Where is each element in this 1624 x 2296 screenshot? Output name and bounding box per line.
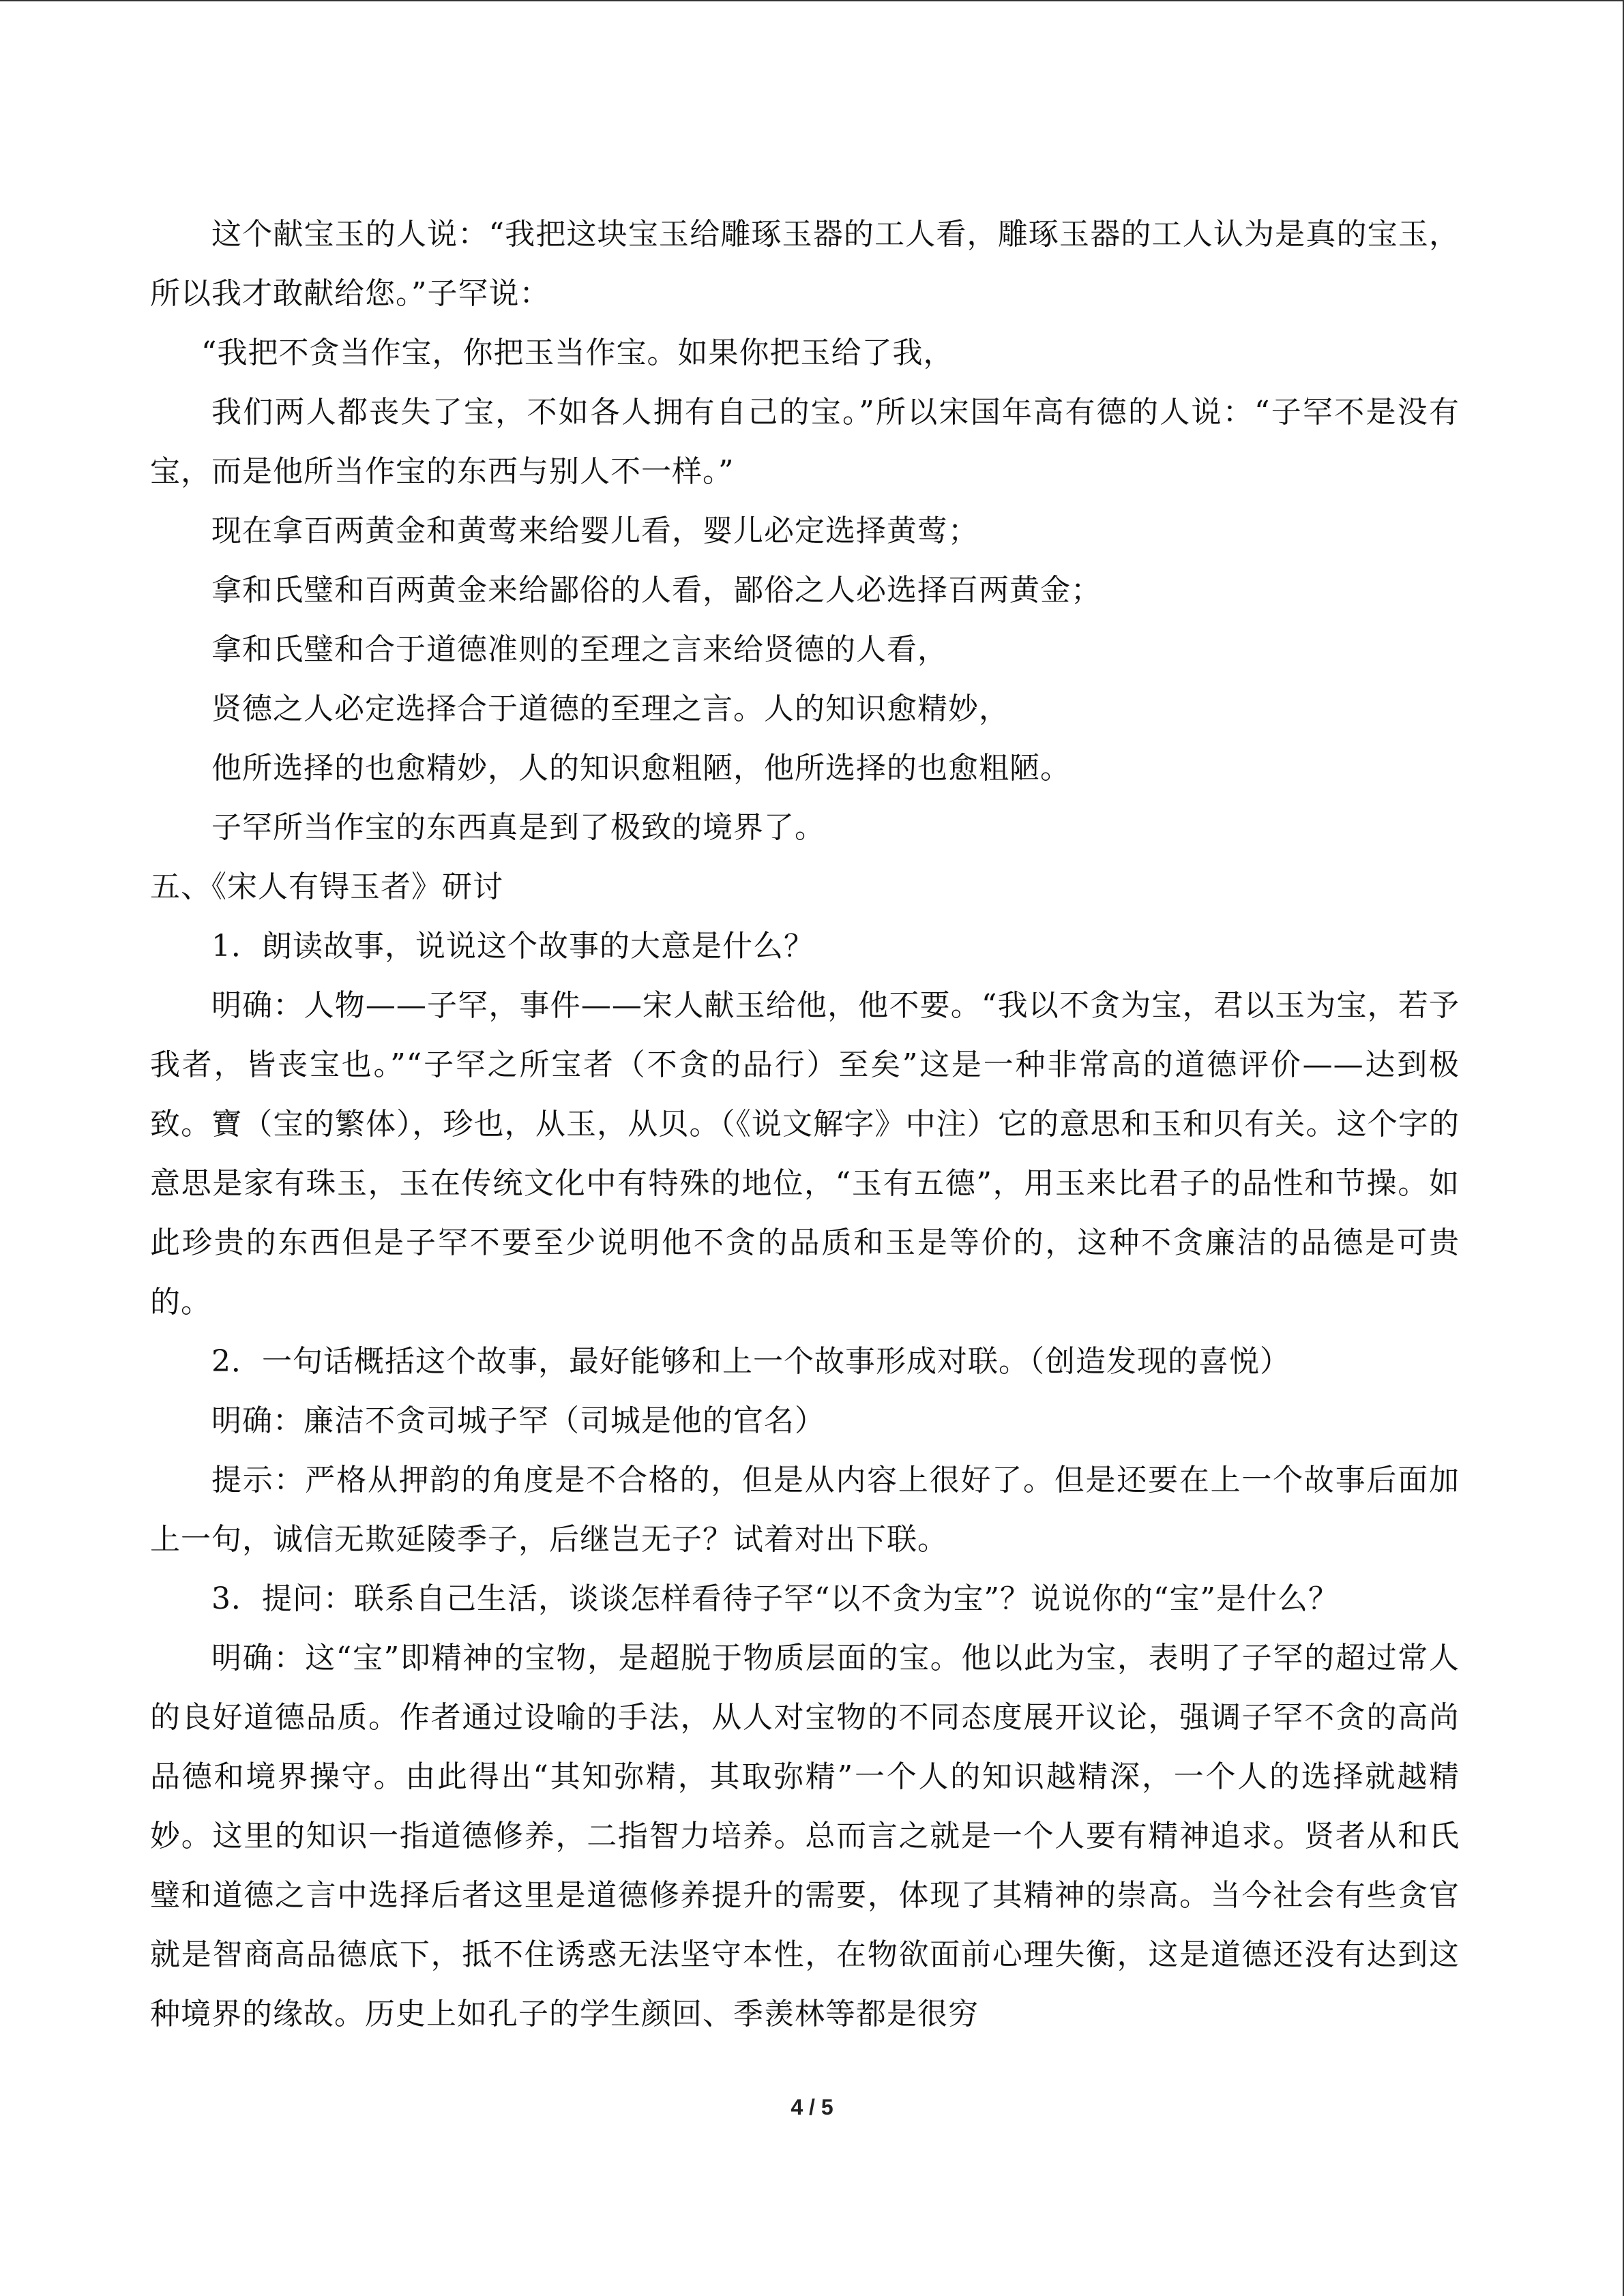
answer-paragraph: 明确：廉洁不贪司城子罕（司城是他的官名） [211,1403,825,1438]
paragraph: 我们两人都丧失了宝，不如各人拥有自己的宝。”所以宋国年高有德的人说：“子罕不是没有宝，而是他所当作宝的东西与别人不一样。” [150,395,1460,489]
paragraph: 他所选择的也愈精妙，人的知识愈粗陋，他所选择的也愈粗陋。 [211,751,1071,786]
paragraph: 这个献宝玉的人说：“我把这块宝玉给雕琢玉器的工人看，雕琢玉器的工人认为是真的宝玉，所以我才敢献给您。”子罕说： [150,217,1460,311]
question-item: 3．提问：联系自己生活，谈谈怎样看待子罕“以不贪为宝”？说说你的“宝”是什么？ [211,1581,1339,1616]
section-heading: 五、《宋人有锝玉者》研讨 [150,869,503,904]
answer-paragraph: 明确：人物——子罕，事件——宋人献玉给他，他不要。“我以不贪为宝，君以玉为宝，若予我者，皆丧宝也。”“子罕之所宝者（不贪的品行）至矣”这是一种非常高的道德评价——达到极致。寶（宝的繁体），珍也，从玉，从贝。（《说文解字》中注）它的意思和玉和贝有关。这个字的意思是家有珠玉，玉在传统文化中有特殊的地位，“玉有五德”，用玉来比君子的品性和节操。如此珍贵的东西但是子罕不要至少说明他不贪的品质和玉是等价的，这种不贪廉洁的品德是可贵的。 [150,988,1460,1320]
question-item: 2．一句话概括这个故事，最好能够和上一个故事形成对联。（创造发现的喜悦） [211,1344,1290,1379]
page-top-border [0,0,1624,4]
page-number: 4 / 5 [791,2095,833,2119]
paragraph: “我把不贪当作宝，你把玉当作宝。如果你把玉给了我， [201,336,954,370]
paragraph: 现在拿百两黄金和黄莺来给婴儿看，婴儿必定选择黄莺； [211,513,979,548]
question-item: 1．朗读故事，说说这个故事的大意是什么？ [211,929,814,964]
answer-paragraph: 明确：这“宝”即精神的宝物，是超脱于物质层面的宝。他以此为宝，表明了子罕的超过常人的良好道德品质。作者通过设喻的手法，从人对宝物的不同态度展开议论，强调子罕不贪的高尚品德和境界操守。由此得出“其知弥精，其取弥精”一个人的知识越精深，一个人的选择就越精妙。这里的知识一指道德修养，二指智力培养。总而言之就是一个人要有精神追求。贤者从和氏璧和道德之言中选择后者这里是道德修养提升的需要，体现了其精神的崇高。当今社会有些贪官就是智商高品德底下，抵不住诱惑无法坚守本性，在物欲面前心理失衡，这是道德还没有达到这种境界的缘故。历史上如孔子的学生颜回、季羡林等都是很穷 [150,1641,1460,2031]
paragraph: 贤德之人必定选择合于道德的至理之言。人的知识愈精妙， [211,691,1009,726]
paragraph: 拿和氏璧和百两黄金来给鄙俗的人看，鄙俗之人必选择百两黄金； [211,573,1102,608]
hint-paragraph: 提示：严格从押韵的角度是不合格的，但是从内容上很好了。但是还要在上一个故事后面加上一句，诚信无欺延陵季子，后继岂无子？试着对出下联。 [150,1463,1460,1557]
document-body [150,205,1460,2044]
paragraph: 拿和氏璧和合于道德准则的至理之言来给贤德的人看， [211,632,948,667]
paragraph: 子罕所当作宝的东西真是到了极致的境界了。 [211,810,825,845]
